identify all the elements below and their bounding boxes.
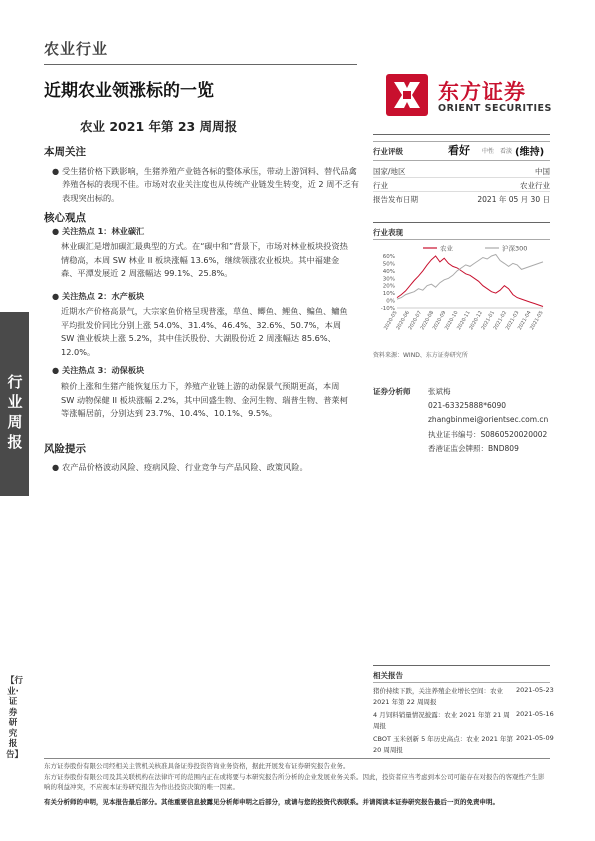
core-point-1-body: 林业碳汇是增加碳汇最典型的方式。在“碳中和”背景下，市场对林业板块投资热情稳高，本周 SW 林业 II 板块涨幅 13.6%，继续领涨农业板块。其中福建金森、平潭发展近 2 周涨幅达 99.1%、25.8%。 xyxy=(61,241,348,279)
x-tick-label: 2021-05 xyxy=(529,310,545,332)
x-tick-label: 2020-11 xyxy=(456,310,472,332)
x-tick-label: 2021-02 xyxy=(492,310,509,332)
x-tick-label: 2020-05 xyxy=(383,310,399,332)
y-tick-label: -10% xyxy=(380,306,395,312)
related-divider xyxy=(373,682,550,683)
x-tick-label: 2020-12 xyxy=(468,310,484,332)
analyst-name: 张斌梅 xyxy=(428,387,451,396)
rating-row-value: 农业行业 xyxy=(520,181,550,190)
related-item-title[interactable]: CBOT 玉米创新 5 年历史高点：农业 2021 年第 20 周周报 xyxy=(373,735,513,754)
x-tick-label: 2020-06 xyxy=(395,310,411,332)
risk-heading: 风险提示 xyxy=(44,443,86,455)
logo-mark-icon xyxy=(386,74,428,116)
chart-source: 资料来源：WIND、东方证券研究所 xyxy=(373,352,468,359)
perf-top-rule xyxy=(373,222,550,223)
report-type-label: 行业周报 xyxy=(7,373,23,451)
bullet-dot-icon: ● xyxy=(52,462,60,472)
related-item-title[interactable]: 猪价持续下跌，关注养殖企业增长空间：农业 2021 年第 22 周周报 xyxy=(373,687,503,706)
y-tick-label: 0% xyxy=(386,298,395,305)
bullet-dot-icon: ● xyxy=(52,365,60,375)
rating-divider xyxy=(373,160,550,161)
related-item-title[interactable]: 4 月饲料销量情况披露：农业 2021 年第 21 周周报 xyxy=(373,711,510,730)
analyst-label: 证券分析师 xyxy=(373,387,411,396)
x-tick-label: 2021-04 xyxy=(516,310,533,332)
rating-value: 看好 xyxy=(448,144,470,157)
x-tick-label: 2020-08 xyxy=(419,310,436,332)
top-rule xyxy=(44,64,357,65)
series-line xyxy=(397,255,543,300)
y-tick-label: 10% xyxy=(382,291,395,298)
page-title: 近期农业领涨标的一览 xyxy=(44,81,214,101)
perf-heading: 行业表现 xyxy=(373,228,403,237)
core-point-3-body: 粮价上涨和生猪产能恢复压力下，养殖产业链上游的动保景气预期更高，本周 SW 动物保健 II 板块涨幅 2.2%，其中回盛生物、金河生物、瑞普生物、普莱柯等涨幅居前，分别达到 23.7%、10.4%、10.1%、9.5%。 xyxy=(61,381,348,419)
bullet-dot-icon: ● xyxy=(52,226,60,236)
x-tick-label: 2020-09 xyxy=(431,310,448,332)
rating-neutral: 中性 xyxy=(482,148,495,155)
footer-rule xyxy=(44,758,550,759)
y-tick-label: 30% xyxy=(382,276,395,283)
related-item-date: 2021-05-16 xyxy=(516,710,554,718)
analyst-phone: 021-63325888*6090 xyxy=(428,401,507,410)
rating-row-divider xyxy=(373,191,550,192)
rating-maintain: (维持) xyxy=(515,147,545,158)
rating-row-key: 国家/地区 xyxy=(373,167,406,176)
y-tick-label: 40% xyxy=(382,268,395,275)
bullet-dot-icon: ● xyxy=(52,291,60,301)
related-item-date: 2021-05-09 xyxy=(516,734,554,742)
rating-bad: 看淡 xyxy=(500,148,513,155)
bullet-dot-icon: ● xyxy=(52,166,60,176)
logo-rule xyxy=(373,134,550,135)
page-subtitle: 农业 2021 年第 23 周周报 xyxy=(80,119,238,134)
company-logo xyxy=(386,72,556,122)
x-tick-label: 2020-10 xyxy=(443,310,460,332)
rating-row-key: 行业 xyxy=(373,181,388,190)
y-tick-label: 60% xyxy=(382,254,395,260)
related-top-rule xyxy=(373,665,550,666)
x-tick-label: 2021-03 xyxy=(504,310,521,332)
analyst-license: 执业证书编号：S0860520020002 xyxy=(428,430,548,439)
core-views-heading: 核心观点 xyxy=(44,212,86,224)
logo-text-cn: 东方证券 xyxy=(438,80,526,104)
related-item-date: 2021-05-23 xyxy=(516,686,554,694)
rating-row-value: 中国 xyxy=(535,167,550,176)
core-point-2-body: 近期水产价格高景气，大宗家鱼价格呈现普涨，草鱼、鲫鱼、鲤鱼、鳊鱼、鳙鱼平均批发价同比分别上涨 54.0%、31.4%、46.4%、32.6%、50.7%，本周 SW 渔业板块上涨 5.2%，其中佳沃股份、大湖股份近 2 周涨幅达 85.6%、12.0%。 xyxy=(61,306,348,357)
rating-row-key: 报告发布日期 xyxy=(373,195,418,204)
analyst-email[interactable]: zhangbinmei@orientsec.com.cn xyxy=(428,415,549,424)
footer-disclosure-1: 东方证券股份有限公司经相关主管机关核准具备证券投资咨询业务资格，据此开展发布证券研究报告业务。 xyxy=(44,762,350,770)
series-line xyxy=(397,256,543,307)
legend-label: 沪深300 xyxy=(502,244,528,253)
legend-label: 农业 xyxy=(440,244,453,253)
footer-disclosure-3: 有关分析师的申明，见本报告最后部分。其他重要信息披露见分析师申明之后部分，或请与您的投资代表联系。并请阅读本证券研究报告最后一页的免责申明。 xyxy=(44,798,499,806)
industry-performance-chart xyxy=(373,240,550,342)
x-tick-label: 2020-07 xyxy=(407,310,424,332)
rating-row-value: 2021 年 05 月 30 日 xyxy=(477,195,550,204)
rating-label: 行业评级 xyxy=(373,147,403,156)
weekly-focus-heading: 本周关注 xyxy=(44,146,86,158)
footer-disclosure-2: 东方证券股份有限公司及其关联机构在法律许可的范围内正在或将要与本研究报告所分析的企业发展业务关系。因此，投资者应当考虑到本公司可能存在对报告的客观性产生影响的利益冲突，不应视本证券研究报告为作出投资决策的唯一因素。 xyxy=(44,773,545,791)
y-tick-label: 20% xyxy=(382,283,395,290)
sector-label: 农业行业 xyxy=(44,40,109,58)
logo-text-en: ORIENT SECURITIES xyxy=(438,103,552,114)
analyst-hk-license: 香港证监会牌照：BND809 xyxy=(428,444,519,453)
report-type-sidebar xyxy=(0,312,29,496)
rating-row-divider xyxy=(373,177,550,178)
related-heading: 相关报告 xyxy=(373,671,403,680)
y-tick-label: 50% xyxy=(382,261,395,268)
report-category-label: 【行业·证券研究报告】 xyxy=(6,676,24,760)
x-tick-label: 2021-01 xyxy=(480,310,497,332)
